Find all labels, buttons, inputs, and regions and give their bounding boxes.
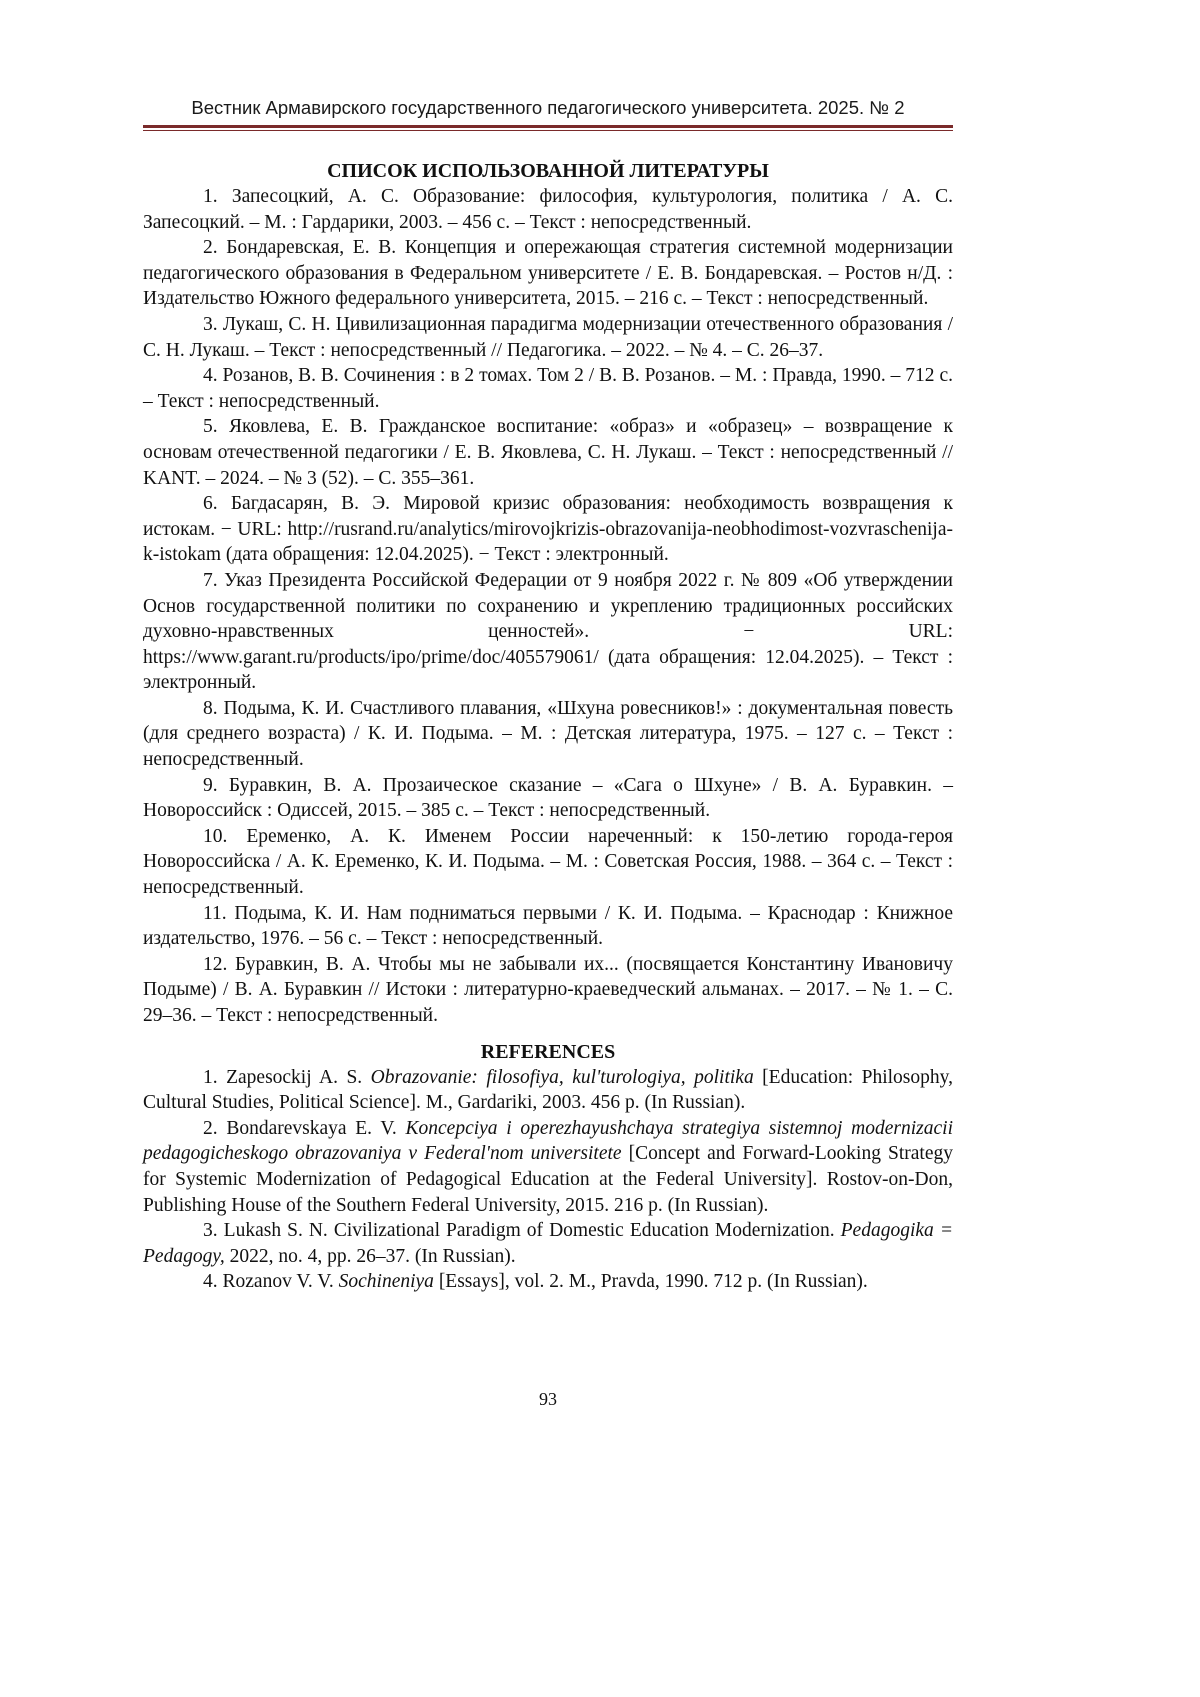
running-header: Вестник Армавирского государственного педагогического университета. 2025. № 2 (143, 96, 953, 120)
bibliography-item: 3. Лукаш, С. Н. Цивилизационная парадигма модернизации отечественного образования / С. Н. Лукаш. – Текст : непосредственный // Педагогика. – 2022. – № 4. – С. 26–37. (143, 312, 953, 363)
reference-title-italic: Koncepciya i operezhayushchaya strategiya sistemnoj modernizacii pedagogicheskogo obrazovaniya v Federal'nom universitete (143, 1118, 953, 1165)
page-number: 93 (143, 1388, 953, 1410)
bibliography-item: 12. Буравкин, В. А. Чтобы мы не забывали их... (посвящается Константину Ивановичу Подыме) / В. А. Буравкин // Истоки : литературно-краеведческий аль­манах. – 2017. – № 1. – С. 29–36. – Текст : непосредственный. (143, 952, 953, 1029)
reference-text: 2. Bondarevskaya E. V. (203, 1118, 406, 1139)
header-rule-thin (143, 130, 953, 131)
journal-page (0, 0, 1200, 1697)
bibliography-item: 7. Указ Президента Российской Федерации от 9 ноября 2022 г. № 809 «Об утверж­дении Основ государственной политики по сохранению и укреплению традиционных российских духовно-нравственных ценностей». − URL: https://www.garant.ru/products/ipo/prime/doc/405579061/ (дата обращения: 12.04.2025). – Текст : электронный. (143, 568, 953, 696)
bibliography-item: 4. Розанов, В. В. Сочинения : в 2 томах. Том 2 / В. В. Розанов. – М. : Правда, 1990. – 712 с. – Текст : непосредственный. (143, 363, 953, 414)
reference-item (143, 1065, 953, 1116)
references-list (143, 1065, 953, 1295)
bibliography-list (143, 184, 953, 1029)
reference-title-italic: Pedagogika = Pedagogy, (143, 1220, 953, 1267)
reference-text: 1. Zapesockij A. S. (203, 1067, 371, 1088)
bibliography-item: 8. Подыма, К. И. Счастливого плавания, «Шхуна ровесников!» : докумен­тальная повесть (для среднего возраста) / К. И. Подыма. – М. : Детская литература, 1975. – 127 с. – Текст : непосредственный. (143, 696, 953, 773)
bibliography-item: 11. Подыма, К. И. Нам подниматься первыми / К. И. Подыма. – Краснодар : Книжное издательство, 1976. – 56 с. – Текст : непосредственный. (143, 901, 953, 952)
bibliography-item: 5. Яковлева, Е. В. Гражданское воспитание: «образ» и «образец» – возвраще­ние к основам отечественной педагогики / Е. В. Яковлева, С. Н. Лукаш. – Текст : непосредственный // KANT. – 2024. – № 3 (52). – С. 355–361. (143, 414, 953, 491)
reference-title-italic: Sochineniya (339, 1271, 434, 1292)
bibliography-item: 2. Бондаревская, Е. В. Концепция и опережающая стратегия системной модерни­зации педагогического образования в Федеральном университете / Е. В. Бондаревская. – Ростов н/Д. : Издательство Южного федерального университета, 2015. – 216 с. – Текст : непосредственный. (143, 235, 953, 312)
reference-text: 4. Rozanov V. V. (203, 1271, 339, 1292)
reference-item (143, 1116, 953, 1218)
reference-item (143, 1218, 953, 1269)
header-rule (143, 125, 953, 128)
bibliography-item: 10. Еременко, А. К. Именем России нареченный: к 150-летию города-героя Новороссийска / А. К. Еременко, К. И. Подыма. – М. : Советская Россия, 1988. – 364 с. – Текст : непосредственный. (143, 824, 953, 901)
reference-item (143, 1269, 953, 1295)
reference-text: [Essays], vol. 2. M., Pravda, 1990. 712 p. (In Russian). (434, 1271, 868, 1292)
bibliography-title: СПИСОК ИСПОЛЬЗОВАННОЙ ЛИТЕРАТУРЫ (143, 158, 953, 184)
references-title: REFERENCES (143, 1039, 953, 1065)
reference-text: 3. Lukash S. N. Civilizational Paradigm of Domestic Education Modernization. (203, 1220, 841, 1241)
reference-text: 2022, no. 4, pp. 26–37. (In Russian). (225, 1246, 516, 1267)
bibliography-item: 1. Запесоцкий, А. С. Образование: философия, культурология, политика / А. С. Запесоцкий. – М. : Гардарики, 2003. – 456 с. – Текст : непосредственный. (143, 184, 953, 235)
bibliography-item: 6. Багдасарян, В. Э. Мировой кризис образования: необходимость возвращения к истокам. − URL: http://rusrand.ru/analytics/mirovojkrizis-obrazovanija-neobhodimost-vozvraschenija-k-istokam (дата обращения: 12.04.2025). − Текст : электронный. (143, 491, 953, 568)
reference-text: [Concept and Forward-Looking Strategy for Systemic Modernization of Pedagogical Education at the Federal University]. Rostov-on-Don, Publishing House of the Southern Federal University, 2015. 216 p. (In Russian). (143, 1143, 953, 1215)
bibliography-item: 9. Буравкин, В. А. Прозаическое сказание – «Сага о Шхуне» / В. А. Буравкин. – Новороссийск : Одиссей, 2015. – 385 с. – Текст : непосредственный. (143, 773, 953, 824)
reference-text: [Education: Philosophy, Cultural Studies, Political Science]. M., Gardariki, 2003. 456 p. (In Russian). (143, 1067, 953, 1114)
page-content (143, 158, 953, 1295)
reference-title-italic: Obrazovanie: filosofiya, kul'turologiya, politika (371, 1067, 754, 1088)
